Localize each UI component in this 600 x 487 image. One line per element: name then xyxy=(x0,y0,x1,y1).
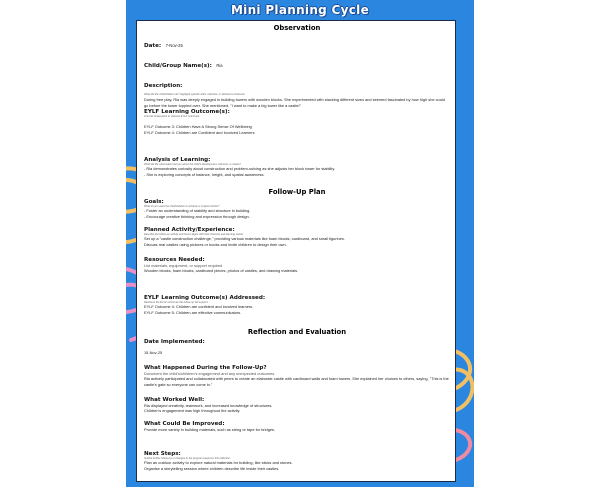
eylf-outcome-line: EYLF Outcome 4: Children are Confident and Involved Learners xyxy=(144,129,255,135)
eylf-addressed-line: EYLF Outcome 5: Children are effective communicators. xyxy=(144,309,242,315)
eylf-addressed-hint: Reinforce the EYLF outcomes the follow-up will support. xyxy=(144,301,209,304)
eylf-addressed-label: EYLF Learning Outcome(s) Addressed: xyxy=(144,295,266,301)
next-steps-hint: Outline further follow-up or changes to the program based on this reflection. xyxy=(144,457,231,460)
analysis-label: Analysis of Learning: xyxy=(144,157,211,163)
child-name-label: Child/Group Name(s): xyxy=(144,63,212,69)
what-worked-line: Children's engagement was high throughout the activity. xyxy=(144,408,241,414)
followup-heading: Follow-Up Plan xyxy=(268,188,326,196)
reflection-heading: Reflection and Evaluation xyxy=(247,328,347,336)
child-name-value: Ria xyxy=(216,63,223,68)
what-worked-label: What Worked Well: xyxy=(144,397,205,403)
planned-activity-line: Set up a "castle construction challenge," providing various materials like foam blocks, cardboard, and small figurines. xyxy=(144,236,345,242)
could-improve-label: What Could Be Improved: xyxy=(144,421,225,427)
date-label: Date: xyxy=(144,43,162,49)
goal-line: - Encourage creative thinking and expression through design. xyxy=(144,213,250,219)
planning-sheet xyxy=(136,20,456,482)
page-title: Mini Planning Cycle xyxy=(230,3,370,17)
eylf-addressed-line: EYLF Outcome 4: Children are confident and involved learners. xyxy=(144,304,254,310)
description-hint: What did the child/children do? Highlight specific skills, interests, or behaviors observed. xyxy=(144,93,246,96)
date-implemented-value: 15-Nov-25 xyxy=(144,350,163,355)
date-value: 7-Nov-25 xyxy=(165,43,183,48)
resources-label: Resources Needed: xyxy=(144,257,205,263)
what-happened-hint: Document the child's/children's engagement and any unexpected outcomes. xyxy=(144,371,276,376)
analysis-hint: What did the observation tell you about the child's development, interests, or needs? xyxy=(144,163,241,166)
analysis-line: - Ria demonstrates curiosity about construction and problem-solving as she adjusts her block tower for stability. xyxy=(144,166,336,172)
document-frame xyxy=(126,0,474,487)
goal-line: - Foster an understanding of stability and structure in building. xyxy=(144,208,251,214)
resources-text: Wooden blocks, foam blocks, cardboard pieces, photos of castles, and drawing materials. xyxy=(144,268,299,274)
eylf-outcomes-label: EYLF Learning Outcome(s): xyxy=(144,109,230,115)
eylf-outcomes-hint: Link the observation to relevant EYLF outcomes. xyxy=(144,115,200,118)
description-label: Description: xyxy=(144,83,183,89)
what-happened-label: What Happened During the Follow-Up? xyxy=(144,365,267,371)
could-improve-text: Provide more variety in building materials, such as string or tape for bridges. xyxy=(144,427,276,432)
eylf-outcome-line: EYLF Outcome 3: Children Have A Strong Sense Of Wellbeing xyxy=(144,124,252,130)
planned-activity-label: Planned Activity/Experience: xyxy=(144,227,235,233)
next-step-line: Organise a storytelling session where children describe life inside their castles. xyxy=(144,465,280,471)
planned-activity-line: Discuss real castles using pictures or books and invite children to design their own. xyxy=(144,241,287,247)
resources-hint: List materials, equipment, or support required xyxy=(144,263,223,268)
what-worked-line: Ria displayed creativity, teamwork, and increased knowledge of structures. xyxy=(144,403,273,408)
goals-label: Goals: xyxy=(144,199,164,205)
description-text: During free play, Ria was deeply engaged in building towers with wooden blocks. She experimented with stacking different sizes and seemed fascinated by how high she could go before the tower toppled over. She mentioned, "I want to make a big tower like a castle!" xyxy=(144,97,445,108)
goals-hint: What do you want the child/children to achieve or explore further? xyxy=(144,205,220,208)
analysis-line: - She is exploring concepts of balance, height, and spatial awareness. xyxy=(144,171,265,177)
what-happened-text: Ria actively participated and collaborated with peers to create an elaborate castle with cardboard walls and foam towers. She explained her choices to others, saying, "This is the castle's gate so everyone can come in." xyxy=(144,376,449,387)
date-implemented-label: Date Implemented: xyxy=(144,339,205,345)
next-steps-label: Next Steps: xyxy=(144,451,181,457)
observation-heading: Observation xyxy=(273,24,321,32)
next-step-line: Plan an outdoor activity to explore natural materials for building, like sticks and stones. xyxy=(144,460,293,466)
planned-activity-hint: Describe the follow-up activity and how it aligns with their interests and learning needs. xyxy=(144,233,244,236)
